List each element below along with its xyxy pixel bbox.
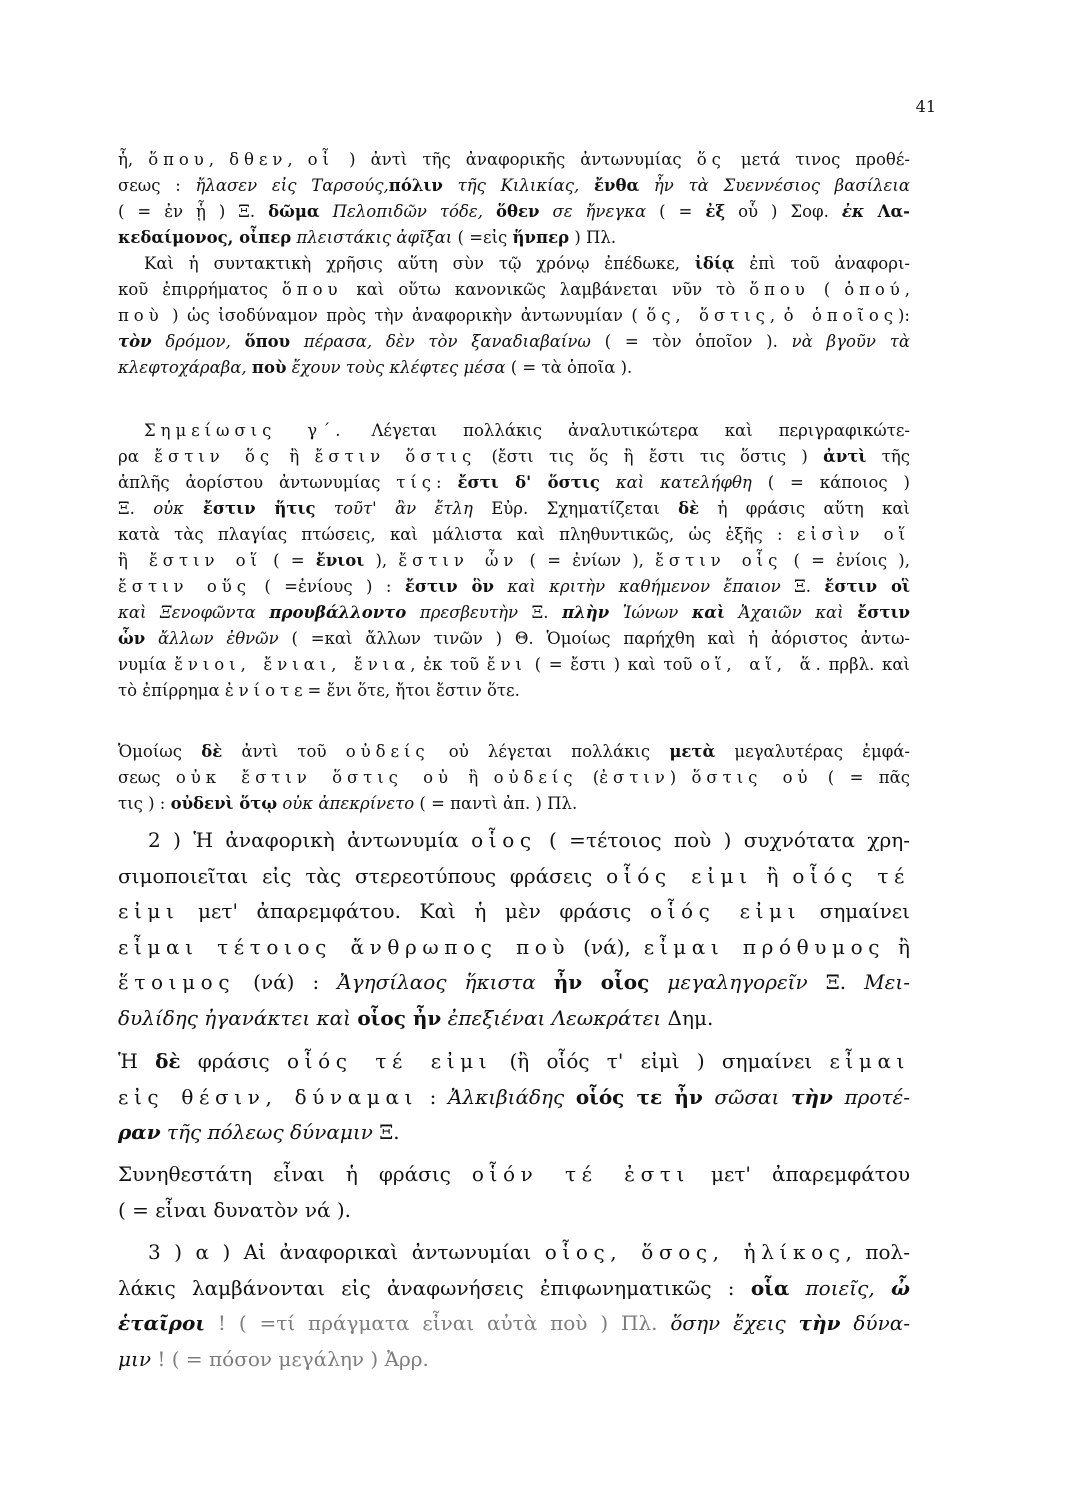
styled-text-run: ἔστιν οὕς xyxy=(118,577,251,596)
styled-text-run: Ἀχαιῶν καὶ xyxy=(725,603,858,622)
text-line xyxy=(118,1001,910,1037)
styled-text-run: ἕτοιμος xyxy=(118,970,236,994)
text-line xyxy=(118,930,910,966)
styled-text-run: ἔνι xyxy=(486,655,527,674)
styled-text-run: ἔστιν ἥτις xyxy=(184,499,316,518)
styled-text-run: τὴν xyxy=(791,1084,833,1109)
text-line xyxy=(118,522,910,548)
text-run: ): xyxy=(898,306,910,325)
styled-text-run: ἔστιν οἳ xyxy=(824,577,910,596)
styled-text-run: ἐκ xyxy=(841,202,865,221)
styled-text-run: ὦ xyxy=(890,1275,910,1300)
text-run: ἢ xyxy=(274,447,315,466)
text-run: Λέγεται πολλάκις ἀναλυτικώτερα καὶ περιγραφικώτε- xyxy=(345,421,911,440)
styled-text-run: ἀντὶ xyxy=(823,447,867,466)
text-line xyxy=(118,548,910,574)
styled-text-run: οἶ xyxy=(307,150,334,169)
styled-text-run: ἔνιοι xyxy=(315,551,365,570)
styled-text-run: ὅς, ὅστις xyxy=(646,306,770,325)
styled-text-run: ἔστιν ὅς xyxy=(154,447,275,466)
text-run: : xyxy=(418,1084,448,1109)
text-line xyxy=(118,251,910,277)
styled-text-run: ὧν xyxy=(118,629,146,648)
text-run: ἢ xyxy=(752,863,793,888)
text-run: Ξ. xyxy=(807,970,865,994)
styled-text-run: ἰδίᾳ xyxy=(694,254,735,273)
styled-text-run: τοῦτ' ἂν ἔτλη xyxy=(315,499,473,518)
styled-text-run: δὲ xyxy=(201,742,223,761)
text-run: , xyxy=(904,280,911,299)
styled-text-run: τῆς πόλεως δύναμιν xyxy=(160,1120,373,1144)
text-run: ( =τέτοιος ποὺ ) συχνότατα χρη- xyxy=(536,828,910,852)
text-line xyxy=(118,791,910,817)
text-line xyxy=(118,355,910,381)
text-run: ( = xyxy=(261,551,316,570)
text-run: ) xyxy=(669,768,692,787)
styled-text-run: ὁπού xyxy=(844,280,905,299)
styled-text-run: προτέ- xyxy=(832,1084,910,1109)
styled-text-run: Ἰώνων xyxy=(609,603,692,622)
text-run: ( = xyxy=(646,202,706,221)
styled-text-run: ἢ ἔστιν οἵ xyxy=(118,551,262,570)
styled-text-run: καὶ κριτὴν καθήμενον ἔπαιον xyxy=(493,577,781,596)
styled-text-run: ἔστιν ὃν xyxy=(404,577,494,596)
styled-text-run: ! ( = πόσον μεγάλην ) Ἀρρ. xyxy=(151,1346,429,1371)
text-line xyxy=(118,1115,910,1151)
text-line xyxy=(118,1235,910,1271)
styled-text-run: οὐκ xyxy=(153,499,184,518)
text-run: ἡ φράσις αὕτη καὶ xyxy=(699,499,910,518)
styled-text-run: οἷός τέ εἰμι xyxy=(286,1049,493,1073)
styled-text-run: ὅς xyxy=(696,150,726,169)
text-run: οὗ ) Σοφ. xyxy=(725,202,842,221)
text-run: Συνηθεστάτη εἶναι ἡ φράσις xyxy=(118,1162,472,1186)
text-run: νυμία xyxy=(118,655,175,674)
text-run: ) ὡς ἰσοδύναμον πρὸς τὴν ἀναφορικὴν ἀντωνυμίαν ( xyxy=(163,306,647,325)
styled-text-run: εἰσὶν οἵ xyxy=(796,525,910,544)
paragraph-oudeis xyxy=(118,739,910,817)
styled-text-run: Μει- xyxy=(864,970,910,994)
styled-text-run: οἷος ἦν xyxy=(357,1005,442,1030)
text-run: ρα xyxy=(118,447,155,466)
paragraph-note-gamma xyxy=(118,418,910,704)
text-run: , xyxy=(769,306,784,325)
styled-text-run: ἐστιν xyxy=(599,768,670,787)
text-run: ), xyxy=(364,551,399,570)
styled-text-run: πρεσβευτὴν xyxy=(406,603,518,622)
text-run: Ξ. xyxy=(780,577,825,596)
text-line xyxy=(118,1080,910,1116)
styled-text-run: καὶ κατελήφθη xyxy=(599,473,752,492)
text-line xyxy=(118,277,910,303)
text-line xyxy=(118,329,910,355)
text-run: ( = τὸν ὁποῖον ). xyxy=(590,332,792,351)
text-run: ( =ἐνίους ) : xyxy=(250,577,405,596)
text-line xyxy=(118,418,910,444)
styled-text-run: ποιεῖς, xyxy=(789,1275,891,1300)
text-run: ( = κάποιος ) xyxy=(751,473,910,492)
text-run: . πρβλ. καὶ xyxy=(815,655,910,674)
text-run: (νά) : xyxy=(235,970,338,994)
styled-text-run: δῶμα xyxy=(268,202,320,221)
styled-text-run: πλὴν xyxy=(562,603,610,622)
styled-text-run: κεδαίμονος, οἶπερ xyxy=(118,228,292,247)
styled-text-run: εἶμαι xyxy=(829,1049,911,1073)
paragraph-oios-fixed-phrases xyxy=(118,823,910,1036)
styled-text-run: εἰμι xyxy=(118,899,180,923)
styled-text-run: οὐδείς xyxy=(493,768,578,787)
styled-text-run: οὐδενὶ ὅτῳ xyxy=(170,794,278,813)
styled-text-run: ὅπου xyxy=(749,280,810,299)
styled-text-run: οἷός εἰμι xyxy=(606,863,753,888)
text-run: τις ) : xyxy=(118,794,171,813)
styled-text-run: πλειστάκις ἀφῖξαι xyxy=(291,228,453,247)
styled-text-run: οἷος, ὅσος, ἡλίκος xyxy=(544,1240,846,1264)
styled-text-run: οἷός εἰμι xyxy=(649,899,802,923)
text-run: καὶ οὕτω κανονικῶς λαμβάνεται νῦν τὸ xyxy=(342,280,750,299)
styled-text-run: τῆς Κιλικίας, xyxy=(442,176,594,195)
styled-text-run: οἷόν τέ ἐστι xyxy=(471,1162,690,1186)
styled-text-run: ὅπου xyxy=(148,150,209,169)
text-run: ( = ἐνίων ), xyxy=(518,551,656,570)
text-line xyxy=(118,739,910,765)
styled-text-run: Λα- xyxy=(864,202,911,221)
styled-text-run: ἐξ xyxy=(705,202,726,221)
styled-text-run: οἷός τέ xyxy=(792,863,910,888)
text-run: ἧ, xyxy=(118,150,149,169)
text-line xyxy=(118,678,910,704)
text-run: λάκις λαμβάνονται εἰς ἀναφωνήσεις ἐπιφωνηματικῶς : xyxy=(118,1275,751,1300)
text-run: μεγαλυτέρας ἐμφά- xyxy=(715,742,910,761)
text-run: (ἢ οἷός τ' εἰμὶ ) σημαίνει xyxy=(492,1049,830,1073)
text-line xyxy=(118,173,910,199)
styled-text-run: ὅθεν xyxy=(496,202,540,221)
styled-text-run: ἔστι δ' ὅστις xyxy=(457,473,600,492)
styled-text-run: ὅπου xyxy=(281,280,343,299)
text-run: Ξ. xyxy=(372,1120,400,1144)
text-run: ἢ xyxy=(885,934,910,959)
styled-text-run: ὅπου xyxy=(244,332,291,351)
text-line xyxy=(118,199,910,225)
styled-text-run: ἐνίοτε xyxy=(224,681,308,700)
styled-text-run: μετὰ xyxy=(669,742,716,761)
text-run: Δημ. xyxy=(661,1005,714,1030)
styled-text-run: Πελοπιδῶν τόδε, xyxy=(319,202,496,221)
text-line xyxy=(118,1271,910,1307)
text-run: 2 ) Ἡ ἀναφορικὴ ἀντωνυμία xyxy=(148,828,472,852)
styled-text-run: εἶμαι τέτοιος ἄνθρωπος ποὺ xyxy=(118,934,571,959)
styled-text-run: ἄλλων ἐθνῶν xyxy=(145,629,279,648)
text-line xyxy=(118,894,910,930)
styled-text-run: οὐκ ἀπεκρίνετο xyxy=(277,794,415,813)
text-run: ἐπὶ τοῦ ἀναφορι- xyxy=(734,254,910,273)
styled-text-run: δὲ xyxy=(155,1049,181,1073)
text-run: ( = παντὶ ἀπ. ) Πλ. xyxy=(414,794,578,813)
text-run: ( = ἐνίοις ), xyxy=(782,551,910,570)
text-run: = ἔνι ὅτε, ἤτοι ἔστιν ὅτε. xyxy=(307,681,520,700)
styled-text-run: πόλιν xyxy=(388,176,443,195)
text-run: Ὁμοίως xyxy=(118,742,202,761)
text-run: σεως xyxy=(118,768,176,787)
styled-text-run: Ἀγησίλαος ἥκιστα xyxy=(337,970,554,994)
text-run: ( = εἶναι δυνατὸν νά ). xyxy=(118,1197,352,1222)
text-line xyxy=(118,225,910,251)
text-line xyxy=(118,1044,910,1080)
text-run: ( = τὰ ὁποῖα ). xyxy=(505,358,633,377)
text-run: σεως : xyxy=(118,176,196,195)
styled-text-run: Σημείωσις γ΄. xyxy=(144,421,346,440)
text-line xyxy=(118,1157,910,1193)
text-run: , xyxy=(287,150,308,169)
styled-text-run: οἷος xyxy=(471,828,537,852)
styled-text-run: νὰ βγοῦν τὰ xyxy=(791,332,910,351)
text-line xyxy=(118,965,910,1001)
styled-text-run: καὶ Ξενοφῶντα xyxy=(118,603,270,622)
text-run: ἢ xyxy=(453,768,494,787)
styled-text-run: ἐπεξιέναι Λεωκράτει xyxy=(441,1005,662,1030)
styled-text-run: ἦν οἷος xyxy=(553,970,650,994)
styled-text-run: ὁ ὁποῖος xyxy=(783,306,898,325)
text-run: κοῦ ἐπιρρήματος xyxy=(118,280,282,299)
styled-text-run: ἦν τὰ Συεννέσιος βασίλεια xyxy=(639,176,911,195)
styled-text-run: δυλίδης ἠγανάκτει καὶ xyxy=(118,1005,358,1030)
styled-text-run: ποὺ xyxy=(118,306,164,325)
styled-text-run: μιν xyxy=(118,1346,151,1371)
text-run: ( xyxy=(577,768,600,787)
text-run: : xyxy=(435,473,458,492)
text-run: Ξ. xyxy=(118,499,154,518)
text-line xyxy=(118,147,910,173)
styled-text-run: τὴν xyxy=(798,1311,841,1335)
text-run: ( = πᾶς xyxy=(812,768,910,787)
text-run: μετ' ἀπαρεμφάτου xyxy=(689,1162,910,1186)
text-run: Καὶ ἡ συντακτικὴ χρῆσις αὕτη σὺν τῷ χρόνῳ ἐπέδωκε, xyxy=(144,254,695,273)
text-run: ) Πλ. xyxy=(569,228,617,247)
text-line xyxy=(118,496,910,522)
styled-text-run: δὲ xyxy=(678,499,700,518)
styled-text-run: δύνα- xyxy=(840,1311,911,1335)
styled-text-run: ποὺ xyxy=(251,358,287,377)
styled-text-run: ἔνθα xyxy=(593,176,640,195)
text-run: (νά), xyxy=(570,934,644,959)
styled-text-run: ἔστιν οἷς xyxy=(655,551,783,570)
text-line xyxy=(118,859,910,895)
styled-text-run: σῶσαι xyxy=(702,1084,792,1109)
text-run: κατὰ τὰς πλαγίας πτώσεις, καὶ μάλιστα καὶ πληθυντικῶς, ὡς ἑξῆς : xyxy=(118,525,797,544)
text-run: ἀντὶ τοῦ xyxy=(222,742,346,761)
text-run: , ἐκ τοῦ xyxy=(410,655,487,674)
text-run: Ξ. xyxy=(517,603,563,622)
text-run: ( = ἐν ᾗ ) Ξ. xyxy=(118,202,269,221)
text-run: ( = ἔστι ) καὶ τοῦ xyxy=(526,655,701,674)
styled-text-run: ἔχουν τοὺς κλέφτες μέσα xyxy=(286,358,506,377)
styled-text-run: ραν xyxy=(118,1120,161,1144)
text-run: ( =εἰς xyxy=(452,228,513,247)
text-run: τὸ ἐπίρρημα xyxy=(118,681,225,700)
styled-text-run: ὅστις οὐ xyxy=(691,768,813,787)
text-run: (ἔστι τις ὅς ἢ ἔστι τις ὅστις ) xyxy=(476,447,824,466)
styled-text-run: ἔστιν ὅστις xyxy=(314,447,477,466)
styled-text-run: ἤλασεν εἰς Ταρσούς, xyxy=(195,176,389,195)
styled-text-run: δθεν xyxy=(229,150,288,169)
text-run: μετά τινος προθέ- xyxy=(725,150,910,169)
text-line xyxy=(118,600,910,626)
styled-text-run: εἶμαι πρόθυμος xyxy=(643,934,886,959)
styled-text-run: δρόμον, xyxy=(151,332,245,351)
text-line xyxy=(118,1193,910,1229)
paragraph-exclamations xyxy=(118,1235,910,1377)
text-line xyxy=(118,626,910,652)
text-line xyxy=(118,1306,910,1342)
text-run: Ἡ xyxy=(118,1049,156,1073)
styled-text-run: ἔστιν ὧν xyxy=(398,551,519,570)
styled-text-run: προυβάλλοντο xyxy=(269,603,407,622)
text-run: 3 ) α ) Αἱ ἀναφορικαὶ ἀντωνυμίαι xyxy=(148,1240,545,1264)
text-line xyxy=(118,1342,910,1378)
text-line xyxy=(118,823,910,859)
paragraph-oios-te-eimi xyxy=(118,1044,910,1151)
text-run: σημαίνει xyxy=(801,899,911,923)
text-line xyxy=(118,652,910,678)
styled-text-run: σε ἤνεγκα xyxy=(539,202,647,221)
styled-text-run: ὅσην xyxy=(670,1311,721,1335)
styled-text-run: ἔστιν xyxy=(857,603,910,622)
text-line xyxy=(118,765,910,791)
page-number: 41 xyxy=(915,97,936,116)
styled-text-run: οἵ, αἵ, ἅ xyxy=(700,655,816,674)
text-run: , πολ- xyxy=(845,1240,910,1264)
styled-text-run: οὐκ ἔστιν ὅστις οὐ xyxy=(175,768,454,787)
text-run: ( xyxy=(809,280,845,299)
text-run: ( =καὶ ἄλλων τινῶν ) Θ. Ὁμοίως παρήχθη καὶ ἡ ἀόριστος ἀντω- xyxy=(278,629,910,648)
text-run: ) ἀντὶ τῆς ἀναφορικῆς ἀντωνυμίας xyxy=(333,150,697,169)
styled-text-run: ! ( =τί πράγματα εἶναι αὐτὰ ποὺ ) Πλ. xyxy=(205,1311,671,1335)
styled-text-run: τὸν xyxy=(118,332,152,351)
text-run: Εὐρ. Σχηματίζεται xyxy=(472,499,679,518)
styled-text-run: οὐδείς xyxy=(345,742,430,761)
text-run: ἁπλῆς ἀορίστου ἀντωνυμίας xyxy=(118,473,397,492)
text-line xyxy=(118,470,910,496)
styled-text-run: Ἀλκιβιάδης xyxy=(448,1084,576,1109)
styled-text-run: πέρασα, δὲν τὸν ξαναδιαβαίνω xyxy=(290,332,591,351)
styled-text-run: μεγαληγορεῖν xyxy=(649,970,808,994)
text-line xyxy=(118,303,910,329)
styled-text-run: ἔχεις xyxy=(720,1311,799,1335)
text-run: μετ' ἀπαρεμφάτου. Καὶ ἡ μὲν φράσις xyxy=(179,899,650,923)
text-run: σιμοποιεῖται εἰς τὰς στερεοτύπους φράσεις xyxy=(118,863,607,888)
styled-text-run: ἥνπερ xyxy=(512,228,570,247)
styled-text-run: οἷα xyxy=(750,1275,790,1300)
text-run: , xyxy=(208,150,230,169)
text-line xyxy=(118,444,910,470)
text-line xyxy=(118,574,910,600)
paragraph-oion-te-esti xyxy=(118,1157,910,1228)
styled-text-run: κλεφτοχάραβα, xyxy=(118,358,252,377)
styled-text-run: οἷός τε ἦν xyxy=(575,1084,703,1109)
styled-text-run: τίς xyxy=(396,473,436,492)
styled-text-run: καὶ xyxy=(691,603,725,622)
text-run: οὐ λέγεται πολλάκις xyxy=(429,742,670,761)
paragraph-relative-adverbs xyxy=(118,147,910,381)
styled-text-run: εἰς θέσιν, δύναμαι xyxy=(118,1084,419,1109)
styled-text-run: ἔνιοι, ἔνιαι, ἔνια xyxy=(174,655,411,674)
styled-text-run: ἑταῖροι xyxy=(118,1311,206,1335)
text-run: φράσις xyxy=(180,1049,287,1073)
text-run: τῆς xyxy=(866,447,910,466)
